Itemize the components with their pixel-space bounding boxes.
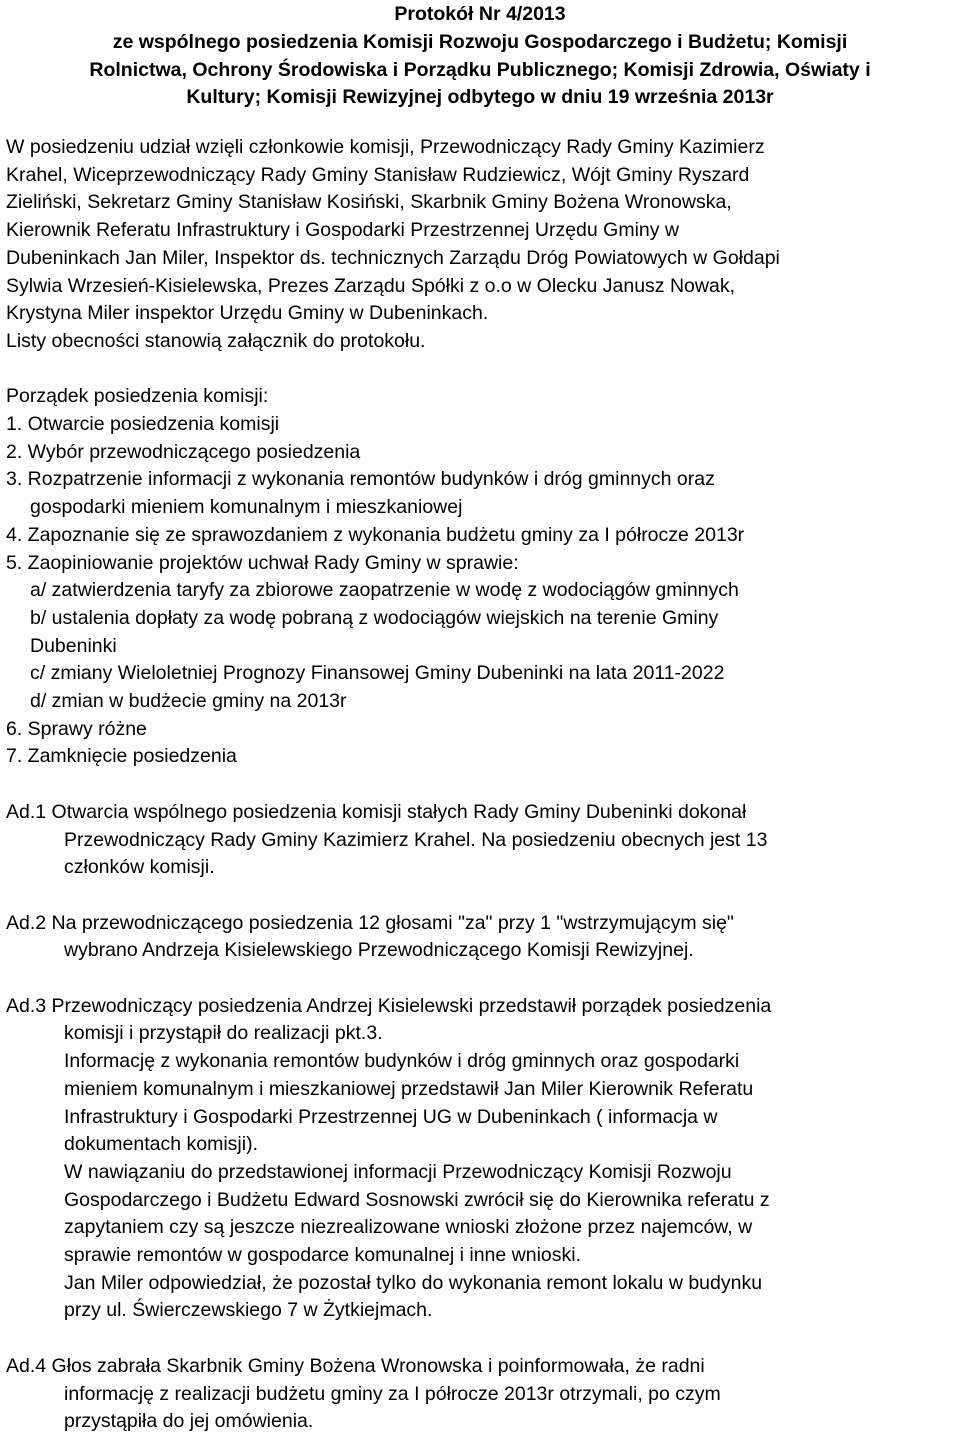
ad3-line: sprawie remontów w gospodarce komunalnej i inne wnioski. xyxy=(64,1244,582,1267)
agenda-heading: Porządek posiedzenia komisji: xyxy=(6,385,269,408)
ad2-paragraph xyxy=(6,910,956,965)
attendance-line: Kierownik Referatu Infrastruktury i Gospodarki Przestrzennej Urzędu Gminy w xyxy=(6,219,679,242)
agenda-item-continuation: gospodarki mieniem komunalnym i mieszkaniowej xyxy=(30,496,463,519)
ad4-line: przystąpiła do jej omówienia. xyxy=(64,1410,314,1433)
ad3-line: Gospodarczego i Budżetu Edward Sosnowski zwrócił się do Kierownika referatu z xyxy=(64,1188,770,1211)
title-line: Rolnictwa, Ochrony Środowiska i Porządku Publicznego; Komisji Zdrowia, Oświaty i xyxy=(89,58,871,81)
agenda-subitem-continuation: Dubeninki xyxy=(30,634,117,657)
attendance-line: Zieliński, Sekretarz Gminy Stanisław Kosiński, Skarbnik Gminy Bożena Wronowska, xyxy=(6,191,732,214)
ad3-line: W nawiązaniu do przedstawionej informacji Przewodniczący Komisji Rozwoju xyxy=(64,1160,732,1183)
ad3-line: dokumentach komisji). xyxy=(64,1133,258,1156)
ad1-line: Przewodniczący Rady Gminy Kazimierz Krahel. Na posiedzeniu obecnych jest 13 xyxy=(64,828,768,851)
spacer xyxy=(6,965,956,993)
agenda-item: 1. Otwarcie posiedzenia komisji xyxy=(6,413,280,436)
ad3-line: Infrastruktury i Gospodarki Przestrzennej UG w Dubeninkach ( informacja w xyxy=(64,1105,718,1128)
attendance-line: Dubeninkach Jan Miler, Inspektor ds. technicznych Zarządu Dróg Powiatowych w Gołdapi xyxy=(6,246,780,269)
spacer xyxy=(6,356,956,384)
ad4-paragraph xyxy=(6,1353,956,1436)
ad2-line: wybrano Andrzeja Kisielewskiego Przewodniczącego Komisji Rewizyjnej. xyxy=(64,939,694,962)
ad1-paragraph xyxy=(6,799,956,882)
agenda-subitem: b/ ustalenia dopłaty za wodę pobraną z wodociągów wiejskich na terenie Gminy xyxy=(30,606,719,629)
ad3-line: Ad.3 Przewodniczący posiedzenia Andrzej Kisielewski przedstawił porządek posiedzenia xyxy=(6,994,772,1017)
ad3-line: Informację z wykonania remontów budynków i dróg gminnych oraz gospodarki xyxy=(64,1050,740,1073)
document-title xyxy=(0,1,960,112)
ad1-line: członków komisji. xyxy=(64,856,215,879)
ad3-line: przy ul. Świerczewskiego 7 w Żytkiejmach. xyxy=(64,1299,433,1322)
agenda-item: 6. Sprawy różne xyxy=(6,717,147,740)
title-line: Kultury; Komisji Rewizyjnej odbytego w dniu 19 września 2013r xyxy=(186,86,774,109)
ad2-line: Ad.2 Na przewodniczącego posiedzenia 12 głosami "za" przy 1 "wstrzymującym się" xyxy=(6,911,734,934)
ad3-line: mieniem komunalnym i mieszkaniowej przedstawił Jan Miler Kierownik Referatu xyxy=(64,1077,754,1100)
agenda-subitem: d/ zmian w budżecie gminy na 2013r xyxy=(30,690,347,713)
agenda-subitem: c/ zmiany Wieloletniej Prognozy Finansowej Gminy Dubeninki na lata 2011-2022 xyxy=(30,662,725,685)
title-line: Protokół Nr 4/2013 xyxy=(394,3,566,25)
agenda-item: 4. Zapoznanie się ze sprawozdaniem z wykonania budżetu gminy za I półrocze 2013r xyxy=(6,523,745,546)
spacer xyxy=(6,882,956,910)
attendance-paragraph xyxy=(6,134,956,356)
agenda-item: 2. Wybór przewodniczącego posiedzenia xyxy=(6,440,361,463)
ad3-line: Jan Miler odpowiedział, że pozostał tylko do wykonania remont lokalu w budynku xyxy=(64,1271,763,1294)
attendance-line: Krahel, Wiceprzewodniczący Rady Gminy Stanisław Rudziewicz, Wójt Gminy Ryszard xyxy=(6,163,750,186)
ad1-line: Ad.1 Otwarcia wspólnego posiedzenia komisji stałych Rady Gminy Dubeninki dokonał xyxy=(6,800,747,823)
spacer xyxy=(6,1325,956,1353)
ad3-line: zapytaniem czy są jeszcze niezrealizowane wnioski złożone przez najemców, w xyxy=(64,1216,753,1239)
agenda-item: 5. Zaopiniowanie projektów uchwał Rady Gminy w sprawie: xyxy=(6,551,519,574)
ad4-line: informację z realizacji budżetu gminy za I półrocze 2013r otrzymali, po czym xyxy=(64,1382,721,1405)
ad3-line: komisji i przystąpił do realizacji pkt.3. xyxy=(64,1022,383,1045)
document-body xyxy=(6,134,956,1436)
ad3-paragraph xyxy=(6,993,956,1325)
attendance-line: Listy obecności stanowią załącznik do protokołu. xyxy=(6,329,426,352)
ad4-line: Ad.4 Głos zabrała Skarbnik Gminy Bożena Wronowska i poinformowała, że radni xyxy=(6,1354,705,1377)
attendance-line: W posiedzeniu udział wzięli członkowie komisji, Przewodniczący Rady Gminy Kazimierz xyxy=(6,136,765,158)
attendance-line: Krystyna Miler inspektor Urzędu Gminy w Dubeninkach. xyxy=(6,302,489,325)
agenda-item: 3. Rozpatrzenie informacji z wykonania remontów budynków i dróg gminnych oraz xyxy=(6,468,715,491)
title-line: ze wspólnego posiedzenia Komisji Rozwoju Gospodarczego i Budżetu; Komisji xyxy=(112,30,848,53)
spacer xyxy=(6,771,956,799)
agenda-subitem: a/ zatwierdzenia taryfy za zbiorowe zaopatrzenie w wodę z wodociągów gminnych xyxy=(30,579,739,602)
agenda-item: 7. Zamknięcie posiedzenia xyxy=(6,745,237,768)
attendance-line: Sylwia Wrzesień-Kisielewska, Prezes Zarządu Spółki z o.o w Olecku Janusz Nowak, xyxy=(6,274,735,297)
agenda xyxy=(6,383,956,771)
